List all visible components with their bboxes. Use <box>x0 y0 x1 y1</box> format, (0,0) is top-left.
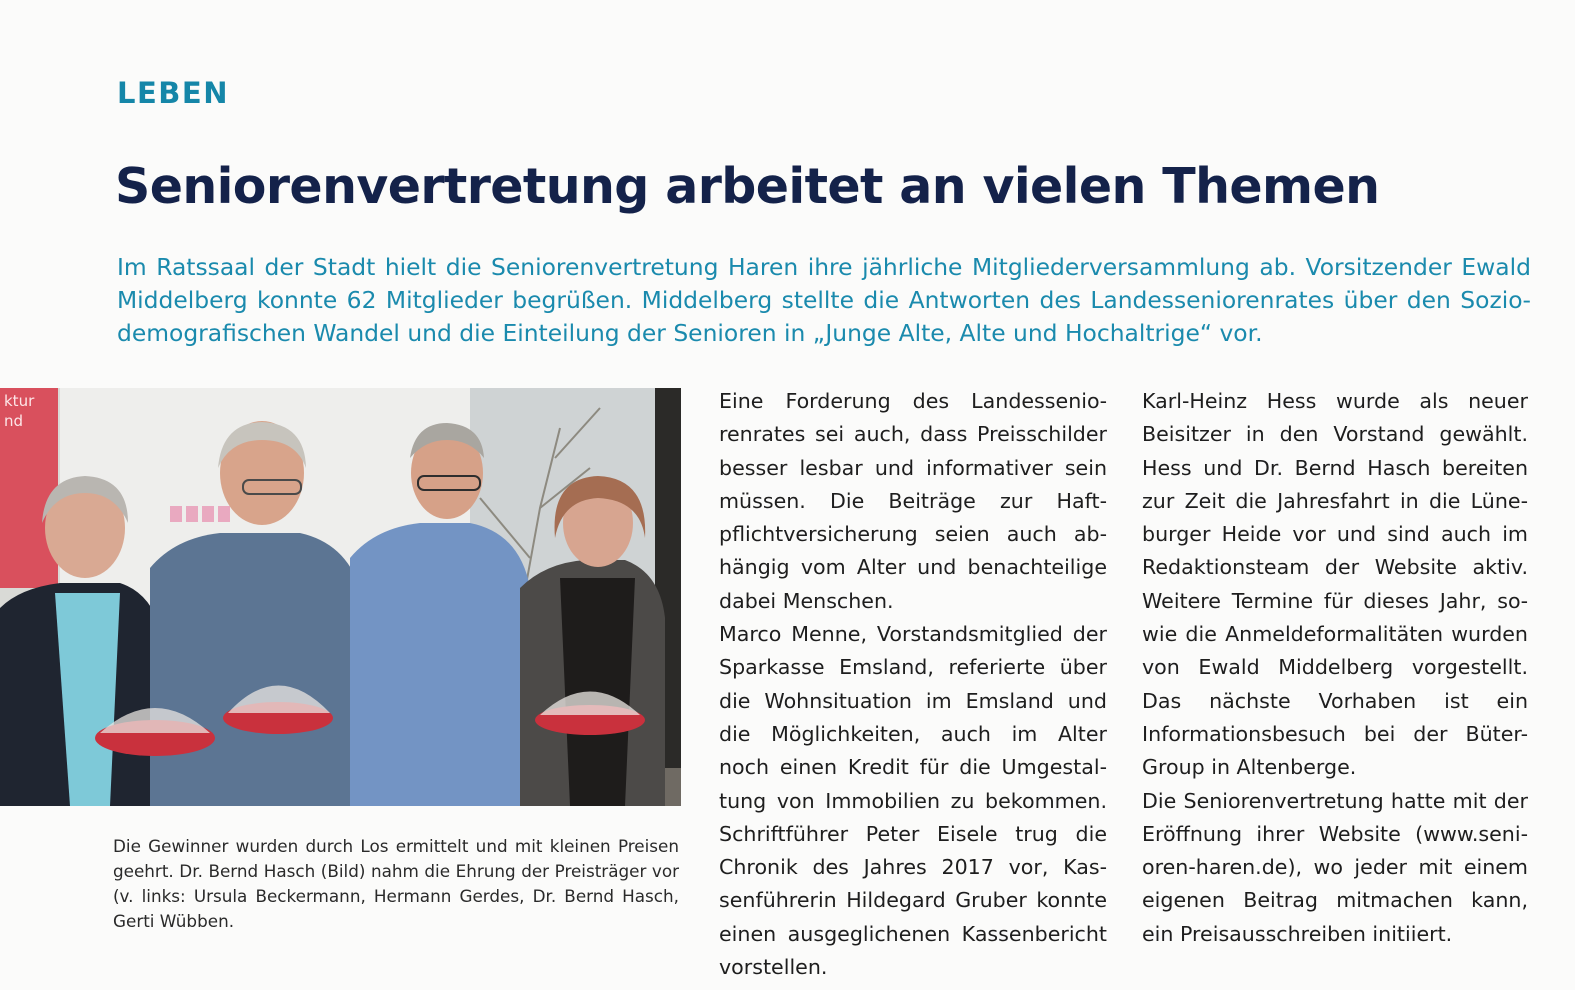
photo-caption: Die Gewinner wurden durch Los ermittelt und mit kleinen Preisen geehrt. Dr. Bernd Hasch (Bild) nahm die Ehrung der Preisträger vor (v. links: Ursula Beckermann, Hermann Gerdes, Dr. Bernd Hasch, Gerti Wübben. <box>113 836 679 931</box>
slide-text-bottom: nd <box>4 412 24 430</box>
section-label: LEBEN <box>117 76 229 110</box>
article-column-1 <box>719 385 1107 984</box>
group-photo <box>0 388 681 806</box>
article-headline: Seniorenvertretung arbeitet an vielen Themen <box>115 158 1380 215</box>
column-1-paragraph-1: Eine Forderung des Landesseniorenrates sei auch, dass Preisschilder besser lesbar und informativer sein müssen. Die Beiträge zur Haftpflichtversicherung seien auch abhängig vom Alter und benachteilige dabei Menschen. <box>719 389 1107 613</box>
column-2-paragraph-1: Karl-Heinz Hess wurde als neuer Beisitzer in den Vorstand gewählt. Hess und Dr. Bernd Hasch bereiten zur Zeit die Jahresfahrt in die Lüneburger Heide vor und sind auch im Redaktionsteam der Website aktiv. Weitere Termine für dieses Jahr, sowie die Anmeldeformalitäten wurden von Ewald Middelberg vorgestellt. Das nächste Vorhaben ist ein Informationsbesuch bei der Büter-Group in Altenberge. <box>1142 389 1528 780</box>
column-2-paragraph-2: Die Seniorenvertretung hatte mit der Eröffnung ihrer Website (www.senioren-haren.de), wo jeder mit einem eigenen Beitrag mitmachen kann, ein Preisausschreiben initiiert. <box>1142 788 1528 946</box>
article-column-2 <box>1142 385 1528 951</box>
column-1-paragraph-2: Marco Menne, Vorstandsmitglied der Sparkasse Emsland, referierte über die Wohnsituation im Emsland und die Möglichkeiten, auch im Alter noch einen Kredit für die Umgestaltung von Immobilien zu bekommen. Schriftführer Peter Eisele trug die Chronik des Jahres 2017 vor, Kassenführerin Hildegard Gruber konnte einen ausgeglichenen Kassenbericht vorstellen. <box>719 622 1107 980</box>
slide-text-top: ktur <box>4 392 35 410</box>
photo-illustration <box>0 388 681 806</box>
article-lead: Im Ratssaal der Stadt hielt die Seniorenvertretung Haren ihre jährliche Mitgliederversammlung ab. Vorsitzender Ewald Middelberg konnte 62 Mitglieder begrüßen. Middelberg stellte die Antworten des Landesseniorenrates über den Soziodemografischen Wandel und die Einteilung der Senioren in „Junge Alte, Alte und Hochaltrige“ vor. <box>117 253 1531 347</box>
